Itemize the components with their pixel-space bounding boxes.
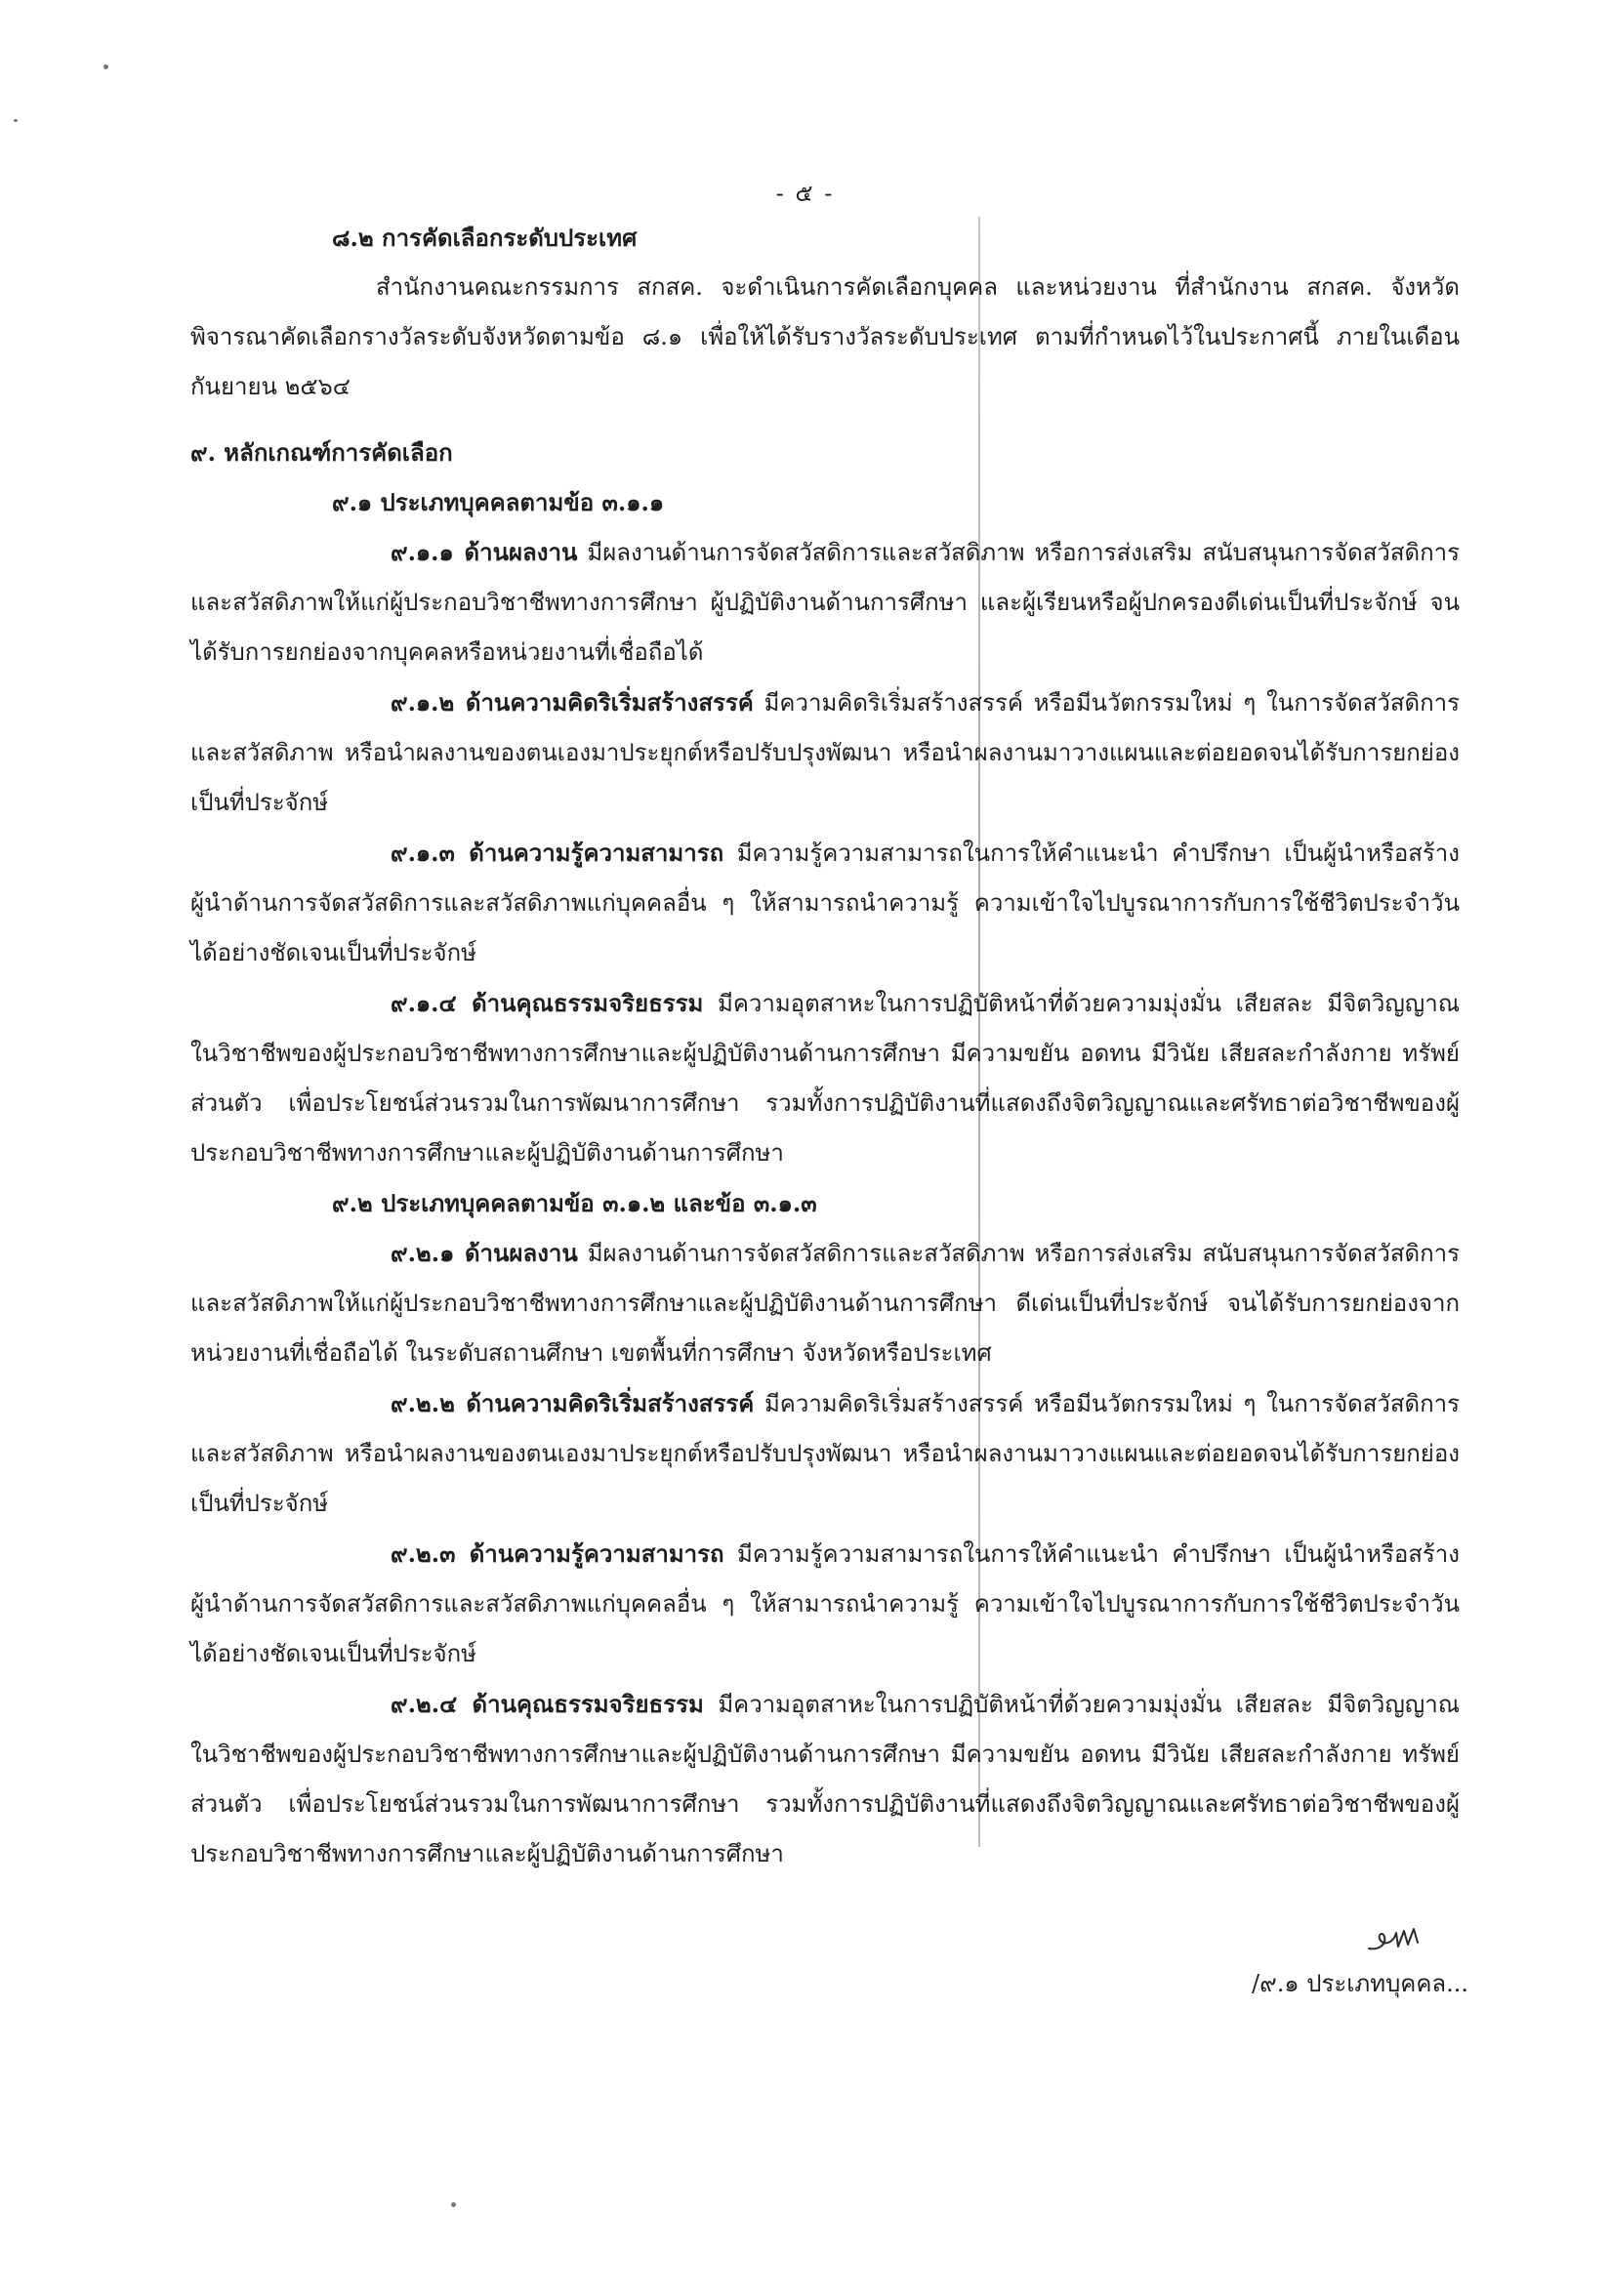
handwritten-initials: [1365, 1921, 1433, 1956]
criterion-label: ๙.๒.๔ ด้านคุณธรรมจริยธรรม: [391, 1690, 704, 1718]
criterion-text: มีผลงานด้านการจัดสวัสดิการและสวัสดิภาพ หรือการส่งเสริม สนับสนุนการจัดสวัสดิการและสวัสดิภาพให้แก่ผู้ประกอบวิชาชีพทางการศึกษาและผู้ปฏิบัติงานด้านการศึกษา ดีเด่นเป็นที่ประจักษ์ จนได้รับการยกย่องจากหน่วยงานที่เชื่อถือได้ ในระดับสถานศึกษา เขตพื้นที่การศึกษา จังหวัดหรือประเทศ: [190, 1240, 1460, 1367]
page-number: - ๕ -: [775, 180, 835, 207]
criterion-text: มีความคิดริเริ่มสร้างสรรค์ หรือมีนวัตกรรมใหม่ ๆ ในการจัดสวัสดิการและสวัสดิภาพ หรือนำผลงานของตนเองมาประยุกต์หรือปรับปรุงพัฒนา หรือนำผลงานมาวางแผนและต่อยอดจนได้รับการยกย่องเป็นที่ประจักษ์: [190, 1390, 1461, 1517]
criterion-label: ๙.๑.๔ ด้านคุณธรรมจริยธรรม: [391, 989, 704, 1017]
criterion-text: มีความคิดริเริ่มสร้างสรรค์ หรือมีนวัตกรรมใหม่ ๆ ในการจัดสวัสดิการและสวัสดิภาพ หรือนำผลงานของตนเองมาประยุกต์หรือปรับปรุงพัฒนา หรือนำผลงานมาวางแผนและต่อยอดจนได้รับการยกย่องเป็นที่ประจักษ์: [190, 689, 1460, 816]
criterion-text: มีผลงานด้านการจัดสวัสดิการและสวัสดิภาพ หรือการส่งเสริม สนับสนุนการจัดสวัสดิการและสวัสดิภาพให้แก่ผู้ประกอบวิชาชีพทางการศึกษา ผู้ปฏิบัติงานด้านการศึกษา และผู้เรียนหรือผู้ปกครองดีเด่นเป็นที่ประจักษ์ จนได้รับการยกย่องจากบุคคลหรือหน่วยงานที่เชื่อถือได้: [190, 539, 1461, 666]
criterion-label: ๙.๑.๑ ด้านผลงาน: [391, 538, 578, 566]
criterion-text: มีความอุตสาหะในการปฏิบัติหน้าที่ด้วยความมุ่งมั่น เสียสละ มีจิตวิญญาณในวิชาชีพของผู้ประกอบวิชาชีพทางการศึกษาและผู้ปฏิบัติงานด้านการศึกษา มีความขยัน อดทน มีวินัย เสียสละกำลังกาย ทรัพย์ส่วนตัว เพื่อประโยชน์ส่วนรวมในการพัฒนาการศึกษา รวมทั้งการปฏิบัติงานที่แสดงถึงจิตวิญญาณและศรัทธาต่อวิชาชีพของผู้ประกอบวิชาชีพทางการศึกษาและผู้ปฏิบัติงานด้านการศึกษา: [190, 990, 1460, 1167]
scan-speck: [14, 119, 18, 122]
document-body: [190, 213, 1460, 1879]
criterion-text: มีความอุตสาหะในการปฏิบัติหน้าที่ด้วยความมุ่งมั่น เสียสละ มีจิตวิญญาณในวิชาชีพของผู้ประกอบวิชาชีพทางการศึกษาและผู้ปฏิบัติงานด้านการศึกษา มีความขยัน อดทน มีวินัย เสียสละกำลังกาย ทรัพย์ส่วนตัว เพื่อประโยชน์ส่วนรวมในการพัฒนาการศึกษา รวมทั้งการปฏิบัติงานที่แสดงถึงจิตวิญญาณและศรัทธาต่อวิชาชีพของผู้ประกอบวิชาชีพทางการศึกษาและผู้ปฏิบัติงานด้านการศึกษา: [190, 1691, 1460, 1867]
criterion-9-2-2: [190, 1378, 1460, 1529]
criterion-label: ๙.๑.๓ ด้านความรู้ความสามารถ: [391, 839, 724, 867]
criterion-9-2-1: [190, 1228, 1460, 1378]
scan-speck: [451, 2202, 456, 2207]
criterion-label: ๙.๒.๓ ด้านความรู้ความสามารถ: [391, 1539, 724, 1568]
criterion-label: ๙.๒.๒ ด้านความคิดริเริ่มสร้างสรรค์: [391, 1389, 755, 1417]
section-8-2-body: สำนักงานคณะกรรมการ สกสค. จะดำเนินการคัดเลือกบุคคล และหน่วยงาน ที่สำนักงาน สกสค. จังหวัด พิจารณาคัดเลือกรางวัลระดับจังหวัดตามข้อ ๘.๑ เพื่อให้ได้รับรางวัลระดับประเทศ ตามที่กำหนดไว้ในประกาศนี้ ภายในเดือนกันยายน ๒๕๖๔: [190, 273, 1460, 400]
criterion-label: ๙.๑.๒ ด้านความคิดริเริ่มสร้างสรรค์: [391, 688, 754, 717]
criterion-9-2-3: [190, 1529, 1460, 1679]
criterion-9-1-1: [190, 527, 1460, 677]
criterion-label: ๙.๒.๑ ด้านผลงาน: [391, 1239, 578, 1267]
criterion-9-1-2: [190, 677, 1460, 828]
section-9-1-heading: ๙.๑ ประเภทบุคคลตามข้อ ๓.๑.๑: [332, 488, 665, 516]
section-9-2-heading: ๙.๒ ประเภทบุคคลตามข้อ ๓.๑.๒ และข้อ ๓.๑.๓: [332, 1189, 817, 1217]
scan-speck: [103, 64, 108, 69]
section-9-heading: ๙. หลักเกณฑ์การคัดเลือก: [190, 438, 453, 467]
criterion-text: มีความรู้ความสามารถในการให้คำแนะนำ คำปรึกษา เป็นผู้นำหรือสร้างผู้นำด้านการจัดสวัสดิการและสวัสดิภาพแก่บุคคลอื่น ๆ ให้สามารถนำความรู้ ความเข้าใจไปบูรณาการกับการใช้ชีวิตประจำวันได้อย่างชัดเจนเป็นที่ประจักษ์: [190, 1540, 1460, 1667]
criterion-9-1-3: [190, 828, 1460, 978]
criterion-9-1-4: [190, 978, 1460, 1178]
continuation-reference: /๙.๑ ประเภทบุคคล...: [1252, 1970, 1468, 1997]
criterion-9-2-4: [190, 1679, 1460, 1879]
criterion-text: มีความรู้ความสามารถในการให้คำแนะนำ คำปรึกษา เป็นผู้นำหรือสร้างผู้นำด้านการจัดสวัสดิการและสวัสดิภาพแก่บุคคลอื่น ๆ ให้สามารถนำความรู้ ความเข้าใจไปบูรณาการกับการใช้ชีวิตประจำวันได้อย่างชัดเจนเป็นที่ประจักษ์: [190, 840, 1460, 966]
section-8-2-heading: ๘.๒ การคัดเลือกระดับประเทศ: [332, 224, 638, 252]
